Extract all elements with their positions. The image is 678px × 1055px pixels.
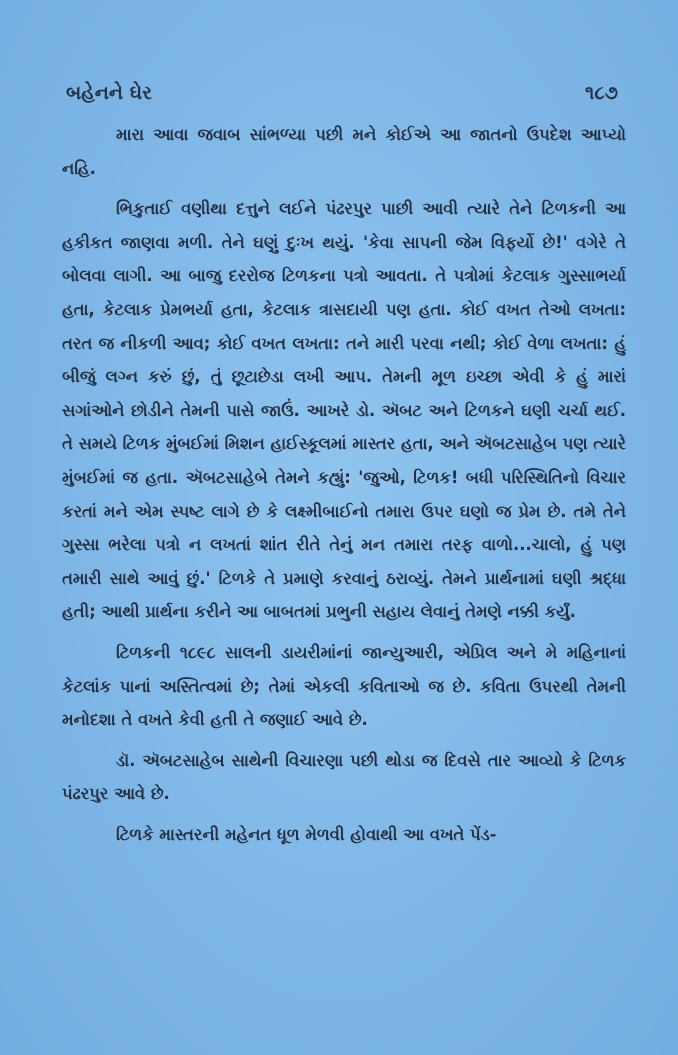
paragraph: ડૉ. ઍબટસાહેબ સાથેની વિચારણા પછી થોડા જ દિવસે તાર આવ્યો કે ટિળક પંઢરપુર આવે છે.: [62, 750, 626, 804]
page-number: ૧૮૭: [585, 82, 618, 104]
paragraph: ભિકુતાઈ વણીથા દત્તુને લઈને પંઢરપુર પાછી આવી ત્યારે તેને ટિળકની આ હકીકત જાણવા મળી. તેને ઘણું દુઃખ થયું. 'કેવા સાપની જેમ વિફર્યો છે!' વગેરે તે બોલવા લાગી. આ બાજુ દરરોજ ટિળકના પત્રો આવતા. તે પત્રોમાં કેટલાક ગુસ્સાભર્યા હતા, કેટલાક પ્રેમભર્યા હતા, કેટલાક ત્રાસદાયી પણ હતા. કોઈ વખત તેઓ લખતા: તરત જ નીકળી આવ; કોઈ વખત લખતા: તને મારી પરવા નથી; કોઈ વેળા લખતા: હું બીજું લગ્ન કરું છું, તું છૂટાછેડા લખી આપ. તેમની મૂળ ઇચ્છા એવી કે હું મારાં સગાંઓને છોડીને તેમની પાસે જાઉં. આખરે ડો. ઍબટ અને ટિળકને ઘણી ચર્ચા થઈ. તે સમયે ટિળક મુંબઈમાં મિશન હાઈસ્કૂલમાં માસ્તર હતા, અને ઍબટસાહેબ પણ ત્યારે મુંબઈમાં જ હતા. ઍબટસાહેબે તેમને કહ્યું: 'જુઓ, ટિળક! બધી પરિસ્થિતિનો વિચાર કરતાં મને એમ સ્પષ્ટ લાગે છે કે લક્ષ્મીબાઈનો તમારા ઉપર ઘણો જ પ્રેમ છે. તમે તેને ગુસ્સા ભરેલા પત્રો ન લખતાં શાંત રીતે તેનું મન તમારા તરફ વાળો...ચાલો, હું પણ તમારી સાથે આવું છું.' ટિળકે તે પ્રમાણે કરવાનું ઠરાવ્યું. તેમને પ્રાર્થનામાં ઘણી શ્રદ્ધા હતી; આથી પ્રાર્થના કરીને આ બાબતમાં પ્રભુની સહાય લેવાનું તેમણે નક્કી કર્યું.: [62, 199, 626, 622]
paragraph: ટિળકની ૧૮૯૮ સાલની ડાયરીમાંનાં જાન્યુઆરી, એપ્રિલ અને મે મહિનાનાં કેટલાંક પાનાં અસ્તિત્વમાં છે; તેમાં એકલી કવિતાઓ જ છે. કવિતા ઉપરથી તેમની મનોદશા તે વખતે કેવી હતી તે જણાઈ આવે છે.: [62, 642, 626, 730]
running-head: બહેનને ઘેર: [66, 82, 152, 104]
paragraph: મારા આવા જવાબ સાંભળ્યા પછી મને કોઈએ આ જાતનો ઉપદેશ આપ્યો નહિ.: [62, 125, 626, 178]
body-text: [62, 118, 626, 858]
page-header: [66, 82, 618, 116]
paragraph: ટિળકે માસ્તરની મહેનત ધૂળ મેળવી હોવાથી આ વખતે પેંડ-: [116, 824, 497, 844]
